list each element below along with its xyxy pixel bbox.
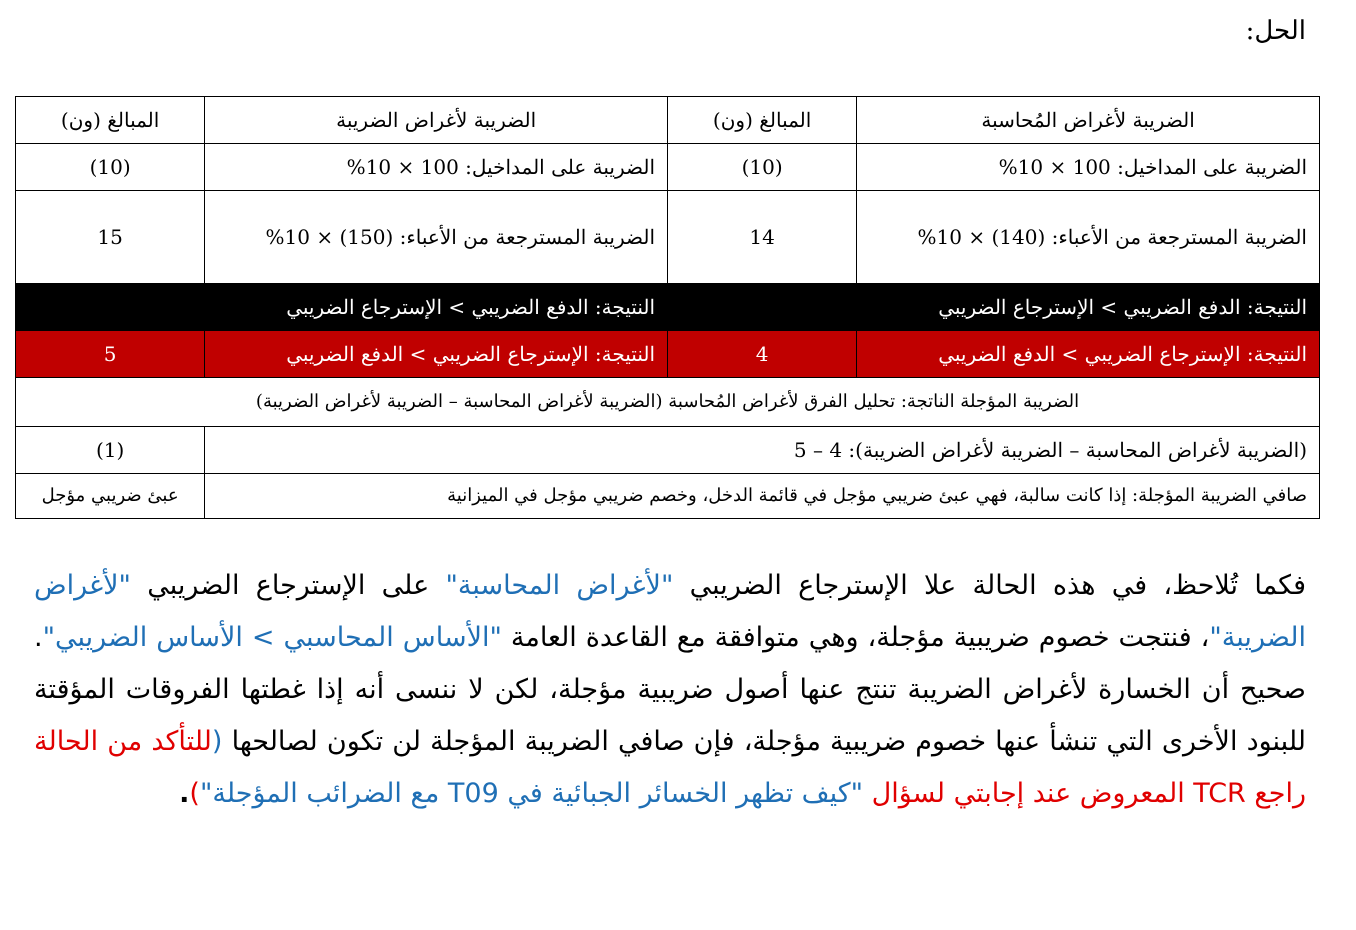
deferred-tax-analysis: الضريبة المؤجلة الناتجة: تحليل الفرق لأغراض المُحاسبة (الضريبة لأغراض المحاسبة – الضريبة لأغراض الضريبة) xyxy=(16,378,1320,427)
acct-amount-header: المبالغ (ون) xyxy=(668,97,857,144)
result-row-red xyxy=(16,331,1320,378)
tax-result-recovery-amount: 5 xyxy=(16,331,205,378)
acct-header: الضريبة لأغراض المُحاسبة xyxy=(857,97,1320,144)
acct-income-tax-amount: (10) xyxy=(668,144,857,191)
acct-recovered-tax-amount: 14 xyxy=(668,191,857,284)
net-deferred-tax-rule: صافي الضريبة المؤجلة: إذا كانت سالبة، فهي عبئ ضريبي مؤجل في قائمة الدخل، وخصم ضريبي مؤجل في الميزانية xyxy=(205,474,1320,519)
para-open-paren: ( xyxy=(211,726,223,757)
acct-recovered-tax: الضريبة المسترجعة من الأعباء: (140) × 10% xyxy=(857,191,1320,284)
tax-recovered-tax-amount: 15 xyxy=(16,191,205,284)
para-reference-note: للتأكد من الحالة راجع TCR المعروض عند إجابتي لسؤال xyxy=(34,726,1306,809)
result-row-black xyxy=(16,284,1320,331)
para-text-1: فكما تُلاحظ، في هذه الحالة علا الإسترجاع الضريبي xyxy=(673,570,1306,601)
tax-result-payment-amount xyxy=(16,284,205,331)
table-header-row xyxy=(16,97,1320,144)
tax-income-tax-amount: (10) xyxy=(16,144,205,191)
acct-result-payment: النتيجة: الدفع الضريبي > الإسترجاع الضريبي xyxy=(857,284,1320,331)
explanation-paragraph xyxy=(34,560,1306,820)
para-close-paren: ) xyxy=(189,778,200,809)
acct-result-recovery: النتيجة: الإسترجاع الضريبي > الدفع الضريبي xyxy=(857,331,1320,378)
para-final-period: . xyxy=(179,778,190,809)
table-row xyxy=(16,378,1320,427)
para-text-4: . صحيح أن الخسارة لأغراض الضريبة تنتج عنها أصول ضريبية مؤجلة، لكن لا ننسى أنه إذا غطتها الفروقات المؤقتة للبنود الأخرى التي تنشأ عنها خصوم ضريبية مؤجلة، فإن صافي الضريبة المؤجلة لن تكون لصالحها xyxy=(34,622,1306,757)
acct-result-recovery-amount: 4 xyxy=(668,331,857,378)
net-deferred-tax-result: عبئ ضريبي مؤجل xyxy=(16,474,205,519)
difference-amount: (1) xyxy=(16,427,205,474)
para-quote-accounting: "لأغراض المحاسبة" xyxy=(445,570,674,601)
acct-result-payment-amount xyxy=(668,284,857,331)
table-row xyxy=(16,427,1320,474)
tax-income-tax: الضريبة على المداخيل: 100 × 10% xyxy=(205,144,668,191)
para-text-3: ، فنتجت خصوم ضريبية مؤجلة، وهي متوافقة مع القاعدة العامة xyxy=(501,622,1210,653)
table-row xyxy=(16,474,1320,519)
para-reference-question: "كيف تظهر الخسائر الجبائية في T09 مع الضرائب المؤجلة" xyxy=(199,778,864,809)
para-text-2: على الإسترجاع الضريبي xyxy=(130,570,446,601)
tax-recovered-tax: الضريبة المسترجعة من الأعباء: (150) × 10% xyxy=(205,191,668,284)
table-row xyxy=(16,191,1320,284)
tax-amount-header: المبالغ (ون) xyxy=(16,97,205,144)
solution-heading: الحل: xyxy=(1245,16,1306,46)
table-row xyxy=(16,144,1320,191)
tax-result-recovery: النتيجة: الإسترجاع الضريبي > الدفع الضريبي xyxy=(205,331,668,378)
deferred-tax-table xyxy=(15,96,1320,519)
difference-formula: (الضريبة لأغراض المحاسبة – الضريبة لأغراض الضريبة): 4 – 5 xyxy=(205,427,1320,474)
para-quote-tax: "لأغراض الضريبة" xyxy=(34,570,1306,653)
para-quote-rule: "الأساس المحاسبي > الأساس الضريبي" xyxy=(42,622,502,653)
acct-income-tax: الضريبة على المداخيل: 100 × 10% xyxy=(857,144,1320,191)
tax-result-payment: النتيجة: الدفع الضريبي > الإسترجاع الضريبي xyxy=(205,284,668,331)
tax-header: الضريبة لأغراض الضريبة xyxy=(205,97,668,144)
